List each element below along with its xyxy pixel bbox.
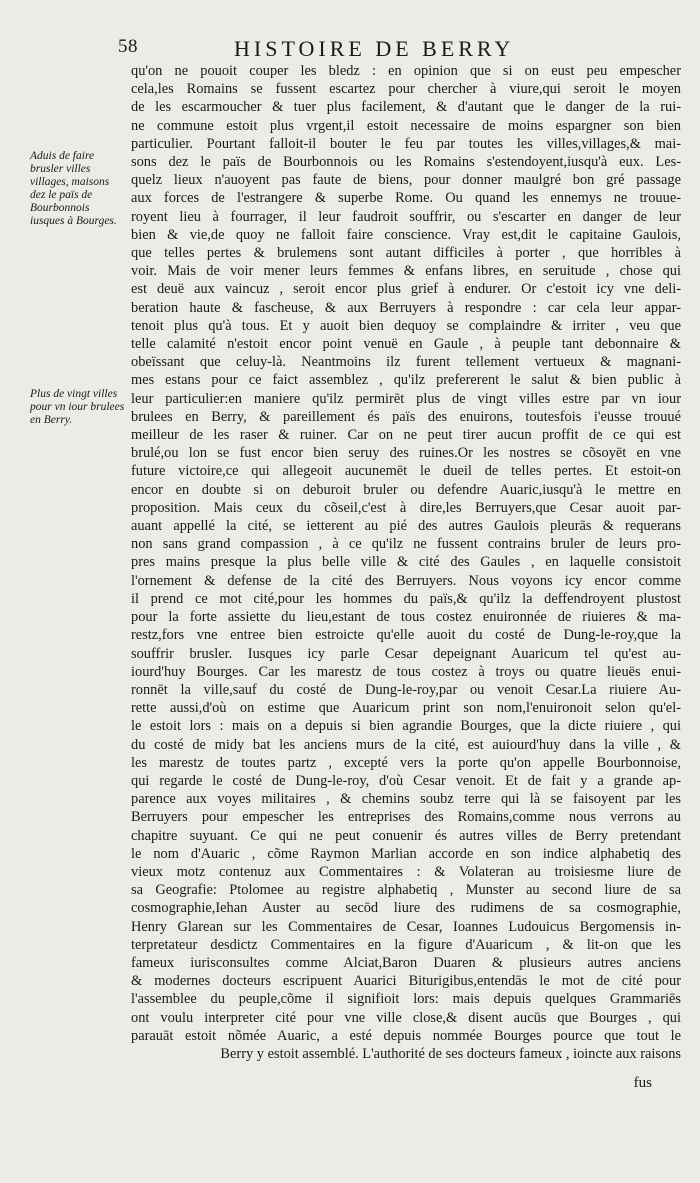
text-line: qu'on ne pouoit couper les bledz : en opinion que si on eust peu empescher — [131, 63, 681, 79]
text-line: vieux motz contenuz aux Commentaires : & Volateran au troisiesme liure de — [131, 863, 681, 880]
text-line: cela,les Romains se fussent escartez pour chercher à viure,qui seroit le moyen — [131, 81, 681, 98]
text-line: aux forces de l'estrangere & superbe Rome. Ou quand les ennemys ne trouue- — [131, 190, 681, 207]
text-line: parence aux voyes militaires , & chemins soubz terre qui là se faisoyent par les — [131, 791, 681, 808]
text-line: tenoit plus qu'à tous. Et y auoit bien dequoy se complaindre & irriter , veu que — [131, 317, 681, 334]
text-line: terpretateur desdictz Commentaires en la figure d'Auaricum , & lit-on que les — [131, 936, 681, 953]
text-line: Berry y estoit assemblé. L'authorité de ses docteurs fameux , ioincte aux raisons — [220, 1045, 681, 1062]
text-line: & modernes docteurs escripuent Auarici Biturigibus,entendās le mot de cité pour — [131, 973, 681, 990]
text-line: sons dez le païs de Bourbonnois ou les Romains s'estendoyent,iusqu'à eux. Les- — [131, 154, 681, 171]
text-line: parauāt estoit nõmée Auaric, a esté depuis nommée Bourges pource que tout le — [131, 1027, 681, 1044]
text-line: ronnēt la ville,sauf du costé de Dung-le-roy,par ou venoit Cesar.La riuiere Au- — [131, 681, 681, 698]
text-line: l'ornement & defense de la cité des Berruyers. Nous voyons icy encor comme — [131, 572, 681, 589]
text-line: quelz lieux n'auoyent pas faute de biens, pour donner maulgré bon gré passage — [131, 172, 681, 189]
text-line: que telles pertes & brulemens sont autant difficiles à porter , que horribles à — [131, 245, 681, 262]
running-title: HISTOIRE DE BERRY — [234, 36, 515, 61]
text-line: ont voulu interpreter cité pour vne ville close,& disent aucūs que Bourges , qui — [131, 1009, 681, 1026]
text-line: cosmographie,Iehan Auster au secōd liure des rudimens de sa cosmographie, — [131, 900, 681, 917]
text-line: souffrir brusler. Iusques icy parle Cesar depeignant Auaricum tel qu'est au- — [131, 645, 681, 662]
text-line: le estoit lors : mais on a depuis si bien agrandie Bourges, que la dicte riuiere , qui — [131, 718, 681, 735]
text-line: brulé,ou lon se fust encor bien seruy des ruines.Or les nostres se cõsoyēt en vne — [131, 445, 681, 462]
margin-note-text: Plus de vingt villes pour vn iour brulees en Berry. — [30, 388, 125, 426]
text-line: voir. Mais de voir mener leurs femmes & enfans libres, en seruitude , chose qui — [131, 263, 681, 280]
text-line: telle calamité n'estoit encor point venuë en Gaule , à peuple tant debonnaire & — [131, 336, 681, 353]
text-line: sa Geografie: Ptolomee au registre alphabetiq , Munster au second liure de sa — [131, 882, 681, 899]
text-line: auant appellé la cité, se ietterent au pié des autres Gaulois pleurās & requerans — [131, 518, 681, 535]
text-line: non sans grand compassion , à ce qu'ilz ne fussent contrains bruler de leurs pro- — [131, 536, 681, 553]
text-line: Henry Glarean sur les Commentaires de Cesar, Ioannes Ludouicus Bergomensis in- — [131, 918, 681, 935]
text-line: est deuë aux vaincuz , seroit encor plus grief à endurer. Or c'estoit icy vne deli- — [131, 281, 681, 298]
text-line: pour la forte assiette du lieu,estant de tous costez enuironnée de riuieres & ma- — [131, 609, 681, 626]
text-line: particulier. Pourtant falloit-il bouter le feu par toutes les villes,villages,& mai- — [131, 135, 681, 152]
text-line: fameux iurisconsultes comme Alciat,Baron Duaren & plusieurs autres anciens — [131, 954, 681, 971]
text-line: future victoire,ce qui allegeoit aucunemēt le dueil de telles pertes. Et estoit-on — [131, 463, 681, 480]
margin-note-2 — [0, 388, 128, 427]
text-line: brulees en Berry, & pareillement és païs des enuirons, toutesfois i'eusse trouué — [131, 408, 681, 425]
text-line: du costé de midy bat les anciens murs de la cité, est auiourd'huy dans la ville , & — [131, 736, 681, 753]
text-line: l'assemblee du peuple,cõme il signifioit lors: mais depuis quelques Grammariēs — [131, 991, 681, 1008]
text-line: bien & vie,de quoy ne falloit faire conscience. Vray est,dit le capitaine Gaulois, — [131, 226, 681, 243]
page-number: 58 — [118, 36, 138, 57]
text-line: de les escarmoucher & tuer plus facilement, & d'autant que le danger de la rui- — [131, 99, 681, 116]
text-line: obeïssant que celuy-là. Neantmoins ilz furent tellement vertueux & magnani- — [131, 354, 681, 371]
text-line: qui regarde le costé de Dung-le-roy, d'où Cesar venoit. Et de fait y a grande ap- — [131, 772, 681, 789]
text-line: mes estans pour ce faict assemblez , qu'ilz prefererent le salut & bien public à — [131, 372, 681, 389]
text-line: pres mains presque la plus belle ville & cité des Gaules , en laquelle consistoit — [131, 554, 681, 571]
margin-note-text: Aduis de faire brusler villes villages, maisons dez le païs de Bourbonnois iusques à Bourges. — [30, 150, 117, 227]
text-line: il prend ce mot cité,pour les hommes du païs,& qu'ilz la deffendroyent plustost — [131, 590, 681, 607]
text-line: restz,fors vne entree bien estroicte qu'elle auoit du costé de Dung-le-roy,que la — [131, 627, 681, 644]
text-line: beration haute & fascheuse, & aux Berruyers à respondre : car cela leur appar- — [131, 299, 681, 316]
text-line: les marestz de toutes partz , excepté vers la porte qu'on appelle Bourbonnoise, — [131, 754, 681, 771]
text-line: royent lieu à fourrager, il leur faudroit souffrir, ou s'escarter en danger de leur — [131, 208, 681, 225]
text-line: proposition. Mais ceux du cõseil,c'est à dire,les Berruyers,que Cesar auoit par- — [131, 499, 681, 516]
text-line: Berruyers pour empescher les entreprises des Romains,comme nous verrons au — [131, 809, 681, 826]
catchword: fus — [633, 1075, 652, 1091]
margin-note-1 — [0, 150, 128, 228]
text-line: meilleur de les raser & ruiner. Car on ne peut tirer aucun proffit de ce qui est — [131, 427, 681, 444]
body-text — [131, 62, 681, 1063]
text-line: encor en doubte si on deburoit bruler ou defendre Auaric,iusqu'à le mettre en — [131, 481, 681, 498]
text-line: le nom d'Auaric , cõme Raymon Marlian accorde en son indice alphabetiq des — [131, 845, 681, 862]
text-line: leur particulier:en maniere qu'ilz permirēt plus de vingt villes estre par vn iour — [131, 390, 681, 407]
text-line: ne commune estoit plus vrgent,il estoit necessaire de moins espargner son bien — [131, 117, 681, 134]
text-line: rette aussi,d'où on estime que Auaricum print son nom,l'enuironoit selon qu'el- — [131, 700, 681, 717]
text-line: iourd'huy Bourges. Car les marestz de tous costez à troys ou quatre lieuës enui- — [131, 663, 681, 680]
text-line: chapitre suyuant. Ce qui ne peut conuenir és autres villes de Berry pretendant — [131, 827, 681, 844]
